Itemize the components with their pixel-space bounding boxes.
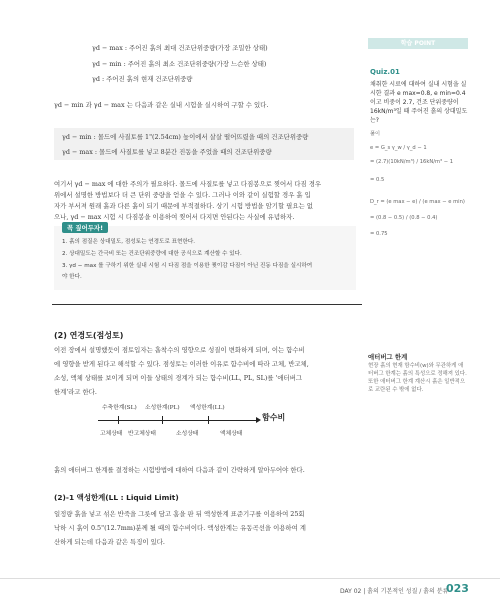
section-rule bbox=[52, 304, 362, 305]
diagram-axis bbox=[98, 420, 258, 421]
p2-line-4: 으나, γd − max 시험 시 다짐봉을 이용하여 찢어서 다지면 안된다는 사실에 유념하자. bbox=[54, 213, 295, 221]
sec2-line-3: 소성, 액체 상태를 보이게 되며 이들 상태의 경계가 되는 함수비(LL, PL, SL)를 '애터버그 bbox=[54, 374, 303, 382]
label-sl: 수축한계(SL) bbox=[102, 405, 137, 411]
sol-line-6: = 0.75 bbox=[370, 231, 388, 237]
state-liquid: 액체상태 bbox=[220, 431, 243, 437]
page-number: 023 bbox=[446, 582, 469, 595]
footer-rule bbox=[0, 578, 500, 579]
state-plastic: 소성상태 bbox=[176, 431, 199, 437]
sec2-line-4: 한계'라고 한다. bbox=[54, 388, 97, 396]
sub-line-3: 산하게 되는데 다음과 같은 특징이 있다. bbox=[54, 538, 165, 546]
study-point-header: 학습 POINT bbox=[368, 38, 468, 49]
def-line-2: γd − min : 주어진 흙의 최소 건조단위중량(가장 느슨한 상태) bbox=[92, 60, 267, 68]
label-pl: 소성한계(PL) bbox=[145, 405, 180, 411]
solution-label: 풀이 bbox=[370, 131, 381, 137]
footer-chapter: DAY 02 | 흙의 기본적인 성질 / 흙의 분류 bbox=[340, 588, 449, 595]
quiz-question: 채취한 시료에 대하여 실내 시험을 실시한 결과 e max=0.8, e min=0.4이고 비중이 2.7, 건조 단위중량이 16kN/m³일 때 주어진 흙의 상대밀도는? bbox=[370, 81, 468, 124]
paragraph-3: 흙의 애터버그 한계를 결정하는 시험방법에 대하여 다음과 같이 간략하게 알아두어야 한다. bbox=[54, 466, 305, 474]
state-solid: 고체상태 bbox=[100, 431, 123, 437]
axis-label: 함수비 bbox=[262, 413, 286, 422]
tip-item-2: 2. 상대밀도는 간극비 또는 건조단위중량에 대한 공식으로 계산할 수 있다. bbox=[62, 251, 242, 257]
tick-sl bbox=[118, 416, 119, 424]
p2-line-3: 자가 부서져 원래 흙과 다른 흙이 되기 때문에 부적절하다. 상기 시험 방법을 암기할 필요는 없 bbox=[54, 202, 313, 210]
sub-line-1: 일정량 흙을 넣고 섞은 반죽을 그릇에 담고 홈을 판 뒤 액성한계 표준기구를 이용하여 25회 bbox=[54, 510, 305, 518]
sol-line-3: = 0.5 bbox=[370, 177, 385, 183]
paragraph-1: γd − min 과 γd − max 는 다음과 같은 실내 시험을 실시하여 구할 수 있다. bbox=[54, 101, 269, 109]
label-ll: 액성한계(LL) bbox=[190, 405, 225, 411]
tip-box bbox=[54, 226, 356, 290]
quiz-label: Quiz.01 bbox=[370, 68, 400, 76]
subsection-title: (2)-1 액성한계(LL : Liquid Limit) bbox=[54, 493, 179, 502]
tip-item-4: 야 한다. bbox=[62, 274, 82, 280]
sec2-line-2: 에 영향을 받게 된다고 해석할 수 있다. 점성토는 이러한 이유로 함수비에 따라 고체, 반고체, bbox=[54, 360, 309, 368]
sol-line-1: e = G_s γ_w / γ_d − 1 bbox=[370, 145, 427, 151]
sol-line-4: D_r = (e max − e) / (e max − e min) bbox=[370, 199, 465, 205]
state-semisolid: 반고체상태 bbox=[128, 431, 156, 437]
sol-line-2: = (2.7)(10kN/m³) / 16kN/m³ − 1 bbox=[370, 159, 454, 165]
tip-item-1: 1. 흙의 점질은 상대밀도, 점성토는 연경도로 표현한다. bbox=[62, 239, 196, 245]
tick-ll bbox=[208, 416, 209, 424]
tick-pl bbox=[162, 416, 163, 424]
sub-line-2: 낙하 시 흙이 0.5"(12.7mm)분께 될 때의 함수비이다. 액성한계는 유동곡선을 이용하여 계 bbox=[54, 524, 306, 532]
def-line-3: γd : 주어진 흙의 현재 건조단위중량 bbox=[92, 75, 193, 83]
tip-item-3: 3. γd − max 를 구하기 위한 실내 시험 시 다짐 점을 이용한 찢이감 다짐이 아닌 진동 다짐을 실시하여 bbox=[62, 263, 313, 269]
tip-label: 꼭 짚어두자! bbox=[62, 222, 108, 233]
note-title: 애터버그 한계 bbox=[368, 353, 408, 361]
def-line-1: γd − max : 주어진 흙의 최대 건조단위중량(가장 조밀한 상태) bbox=[92, 44, 268, 52]
sec2-line-1: 이전 장에서 설명했듯이 점토입자는 흡착수의 영향으로 성질이 변화하게 되며, 이는 함수비 bbox=[54, 346, 305, 354]
sol-line-5: = (0.8 − 0.5) / (0.8 − 0.4) bbox=[370, 215, 438, 221]
p2-line-1: 여기서 γd − max 에 대한 주의가 필요하다. 몰드에 사질토를 넣고 다짐봉으로 찢어서 다짐 경우 bbox=[54, 180, 322, 188]
axis-arrow-icon bbox=[256, 417, 261, 423]
note-body: 현장 흙의 현재 함수비(w)와 무관하게 애터버그 한계는 흙의 특성으로 정해져 있다. 또한 애터버그 한계 계산시 흙은 일반적으로 교란된 수 밖에 없다. bbox=[368, 363, 467, 393]
box-line-2: γd − max : 몰드에 사질토를 넣고 8분간 진동을 주었을 때의 건조단위중량 bbox=[62, 148, 272, 156]
p2-line-2: 위에서 설명한 방법보다 더 큰 단위 중량을 얻을 수 있다. 그러나 이와 같이 실험할 경우 흙 입 bbox=[54, 191, 311, 199]
section-2-title: (2) 연경도(점성토) bbox=[54, 331, 124, 340]
box-line-1: γd − min : 몰드에 사질토를 1"(2.54cm) 높이에서 살살 떨어뜨렸을 때의 건조단위중량 bbox=[62, 133, 309, 141]
